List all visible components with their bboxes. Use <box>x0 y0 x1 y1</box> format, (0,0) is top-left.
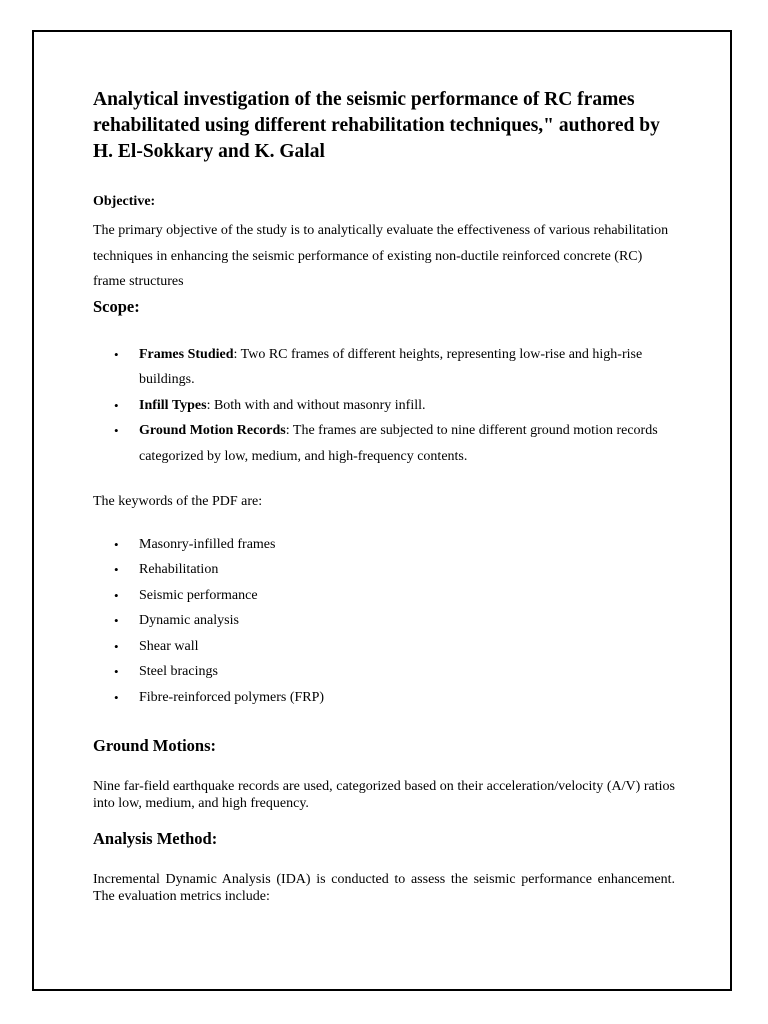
scope-heading: Scope: <box>93 296 140 316</box>
analysis-method-heading: Analysis Method: <box>93 829 218 848</box>
keyword-text: Seismic performance <box>139 587 258 603</box>
bullet-icon: • <box>114 346 119 362</box>
objective-text: The primary objective of the study is to analytically evaluate the effectiveness of various rehabilitation techniques in enhancing the seismic performance of existing non-ductile reinforced concrete (RC) frame structures <box>93 223 669 289</box>
ground-motions-text: Nine far-field earthquake records are used, categorized based on their acceleration/velocity (A/V) ratios into low, medium, and high frequency. <box>93 779 675 811</box>
scope-list <box>93 342 675 470</box>
keyword-item <box>93 557 675 583</box>
objective-heading: Objective: <box>93 194 156 209</box>
keyword-text: Steel bracings <box>139 664 218 679</box>
document-title: Analytical investigation of the seismic performance of RC frames rehabilitated using different rehabilitation techniques," authored by H. El-Sokkary and K. Galal <box>93 89 660 162</box>
keyword-item <box>93 659 675 685</box>
scope-item-infill-types <box>93 393 675 419</box>
keyword-text: Shear wall <box>139 638 199 654</box>
ground-motions-heading: Ground Motions: <box>93 736 217 755</box>
scope-item-text: : The frames are subjected to nine different ground motion records categorized by low, medium, and high-frequency contents. <box>139 423 658 464</box>
analysis-method-text: Incremental Dynamic Analysis (IDA) is conducted to assess the seismic performance enhancement. The evaluation metrics include: <box>93 872 675 904</box>
keyword-item <box>93 583 675 609</box>
scope-item-term: Ground Motion Records <box>139 423 286 438</box>
scope-item-text: : Two RC frames of different heights, representing low-rise and high-rise buildings. <box>139 346 643 387</box>
keyword-item <box>93 608 675 634</box>
keyword-text: Dynamic analysis <box>139 613 239 628</box>
keyword-text: Rehabilitation <box>139 562 219 577</box>
bullet-icon: • <box>114 638 119 654</box>
scope-item-frames-studied <box>93 342 675 393</box>
keyword-text: Fibre-reinforced polymers (FRP) <box>139 689 325 705</box>
keywords-list <box>93 532 675 711</box>
keywords-intro: The keywords of the PDF are: <box>93 494 263 509</box>
bullet-icon: • <box>114 423 119 438</box>
keyword-item <box>93 634 675 660</box>
bullet-icon: • <box>114 536 119 552</box>
document-content <box>93 87 675 905</box>
scope-item-term: Frames Studied <box>139 346 234 362</box>
bullet-icon: • <box>114 562 119 577</box>
bullet-icon: • <box>114 689 119 705</box>
scope-item-ground-motion-records <box>93 418 675 469</box>
keyword-item <box>93 685 675 711</box>
keyword-text: Masonry-infilled frames <box>139 536 276 552</box>
keyword-item <box>93 532 675 558</box>
scope-item-term: Infill Types <box>139 397 207 413</box>
bullet-icon: • <box>114 587 119 603</box>
bullet-icon: • <box>114 664 119 679</box>
bullet-icon: • <box>114 397 119 413</box>
bullet-icon: • <box>114 613 119 628</box>
scope-item-text: : Both with and without masonry infill. <box>206 397 426 413</box>
